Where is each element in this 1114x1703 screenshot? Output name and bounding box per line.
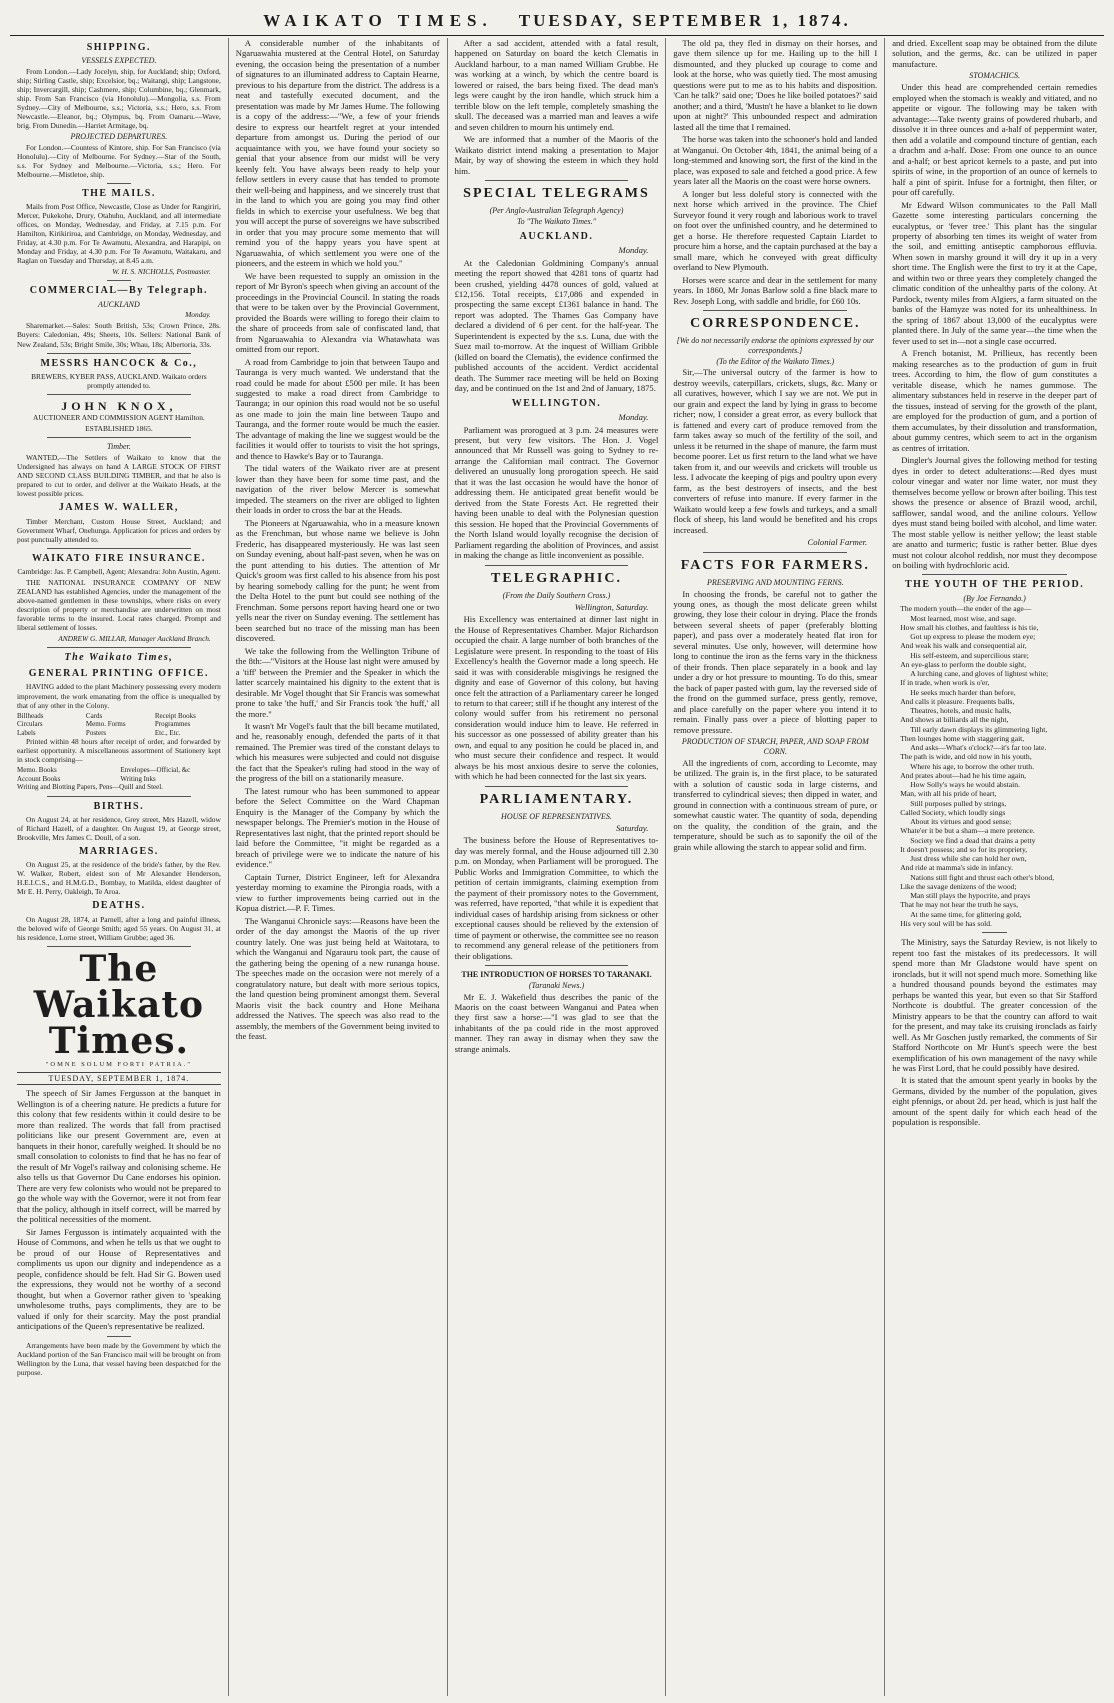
newspaper-page bbox=[10, 6, 1104, 1696]
gpo-list-item: Memo. Forms bbox=[85, 720, 126, 729]
poem-line: The path is wide, and old now in his youth, bbox=[900, 752, 1032, 762]
stationery-item: Memo. Books bbox=[17, 766, 57, 775]
column-5 bbox=[885, 38, 1104, 1696]
poem-line: Theatres, hotels, and music halls, bbox=[910, 706, 1012, 716]
poem-line: Nations still fight and thrust each other's blood, bbox=[910, 872, 1055, 882]
ferns-text: In choosing the fronds, be careful not to gather the young ones, as though the most delicate green whilst growing, they lose their colour in drying. Place the fronds between several sheets of paper (preferably blotting paper), and pass over a moderately heated flat iron for several minutes. Use only, however, will determine how long to continue the iron as the ferns vary in the thickness of their fronds. Then place separately in a book and lay under a dry or hot pressure to mounting. To do this, smear the back of paper pasted with gum, lay the reversed side of the frond on the gummed surface, press gently, remove, and place carefully on the paper where you intend it to remain. Finally pass over a piece of blotting paper to remove pressure. bbox=[673, 588, 878, 735]
poem-line: He seeks much harder than before, bbox=[910, 687, 1016, 697]
gpo-list-item: Cards bbox=[85, 711, 103, 720]
youth-heading: THE YOUTH OF THE PERIOD. bbox=[904, 579, 1085, 591]
auckland-heading: AUCKLAND. bbox=[519, 230, 594, 242]
poem-line: Like the savage denizens of the wood; bbox=[900, 881, 1017, 891]
divider bbox=[485, 786, 629, 787]
stomachics-text: Under this head are comprehended certain remedies employed when the stomach is weakly and vitiated, and no appetite or vigour. The following may be taken with advantage:—Take twenty grains of powdered rhubarb, and dissolve it in three ounces and a-half of peppermint water, then add a volatile and compound tincture of gentian, each a drachm and a-half. Dose: From one ounce to an ounce and a-half; or best apricot kernels to a paste, and put into spirits of wine, in the proportion of an ounce of kernels to half a pint of spirit. Infuse for a fortnight, then filter, or pour off carefully. bbox=[892, 82, 1097, 198]
divider bbox=[107, 1336, 131, 1337]
column-4 bbox=[666, 38, 885, 1696]
correspondence-heading: CORRESPONDENCE. bbox=[690, 316, 861, 332]
gpo-list-item: Programmes bbox=[154, 720, 191, 729]
gpo-text-2: Printed within 48 hours after receipt of order, and forwarded by earliest opportunity. A miscellaneous assortment of Stationery kept in stock comprising— bbox=[17, 737, 221, 765]
news-paragraph: After a sad accident, attended with a fatal result, happened on Saturday on board the ketch Clematis in Auckland harbour, to a man named William Grubbe. He was working at a winch, by which the centre board is lowered or raised, the bars being fixed. The dead man's legs were caught by the iron handle, which struck him a terrible blow on the left temple, completely smashing the skull. The deceased was a married man and leaves a wife and seven children to mourn his untimely end. bbox=[454, 38, 659, 132]
news-paragraph: We take the following from the Wellington Tribune of the 8th:—"Visitors at the House last night were amused by a 'tiff' between the Premier and the Speaker in which the latter scarcely maintained his dignity to the extent that is desirable. Mr Vogel thought that Sir Francis was somewhat prone to take 'the huff,' and Sir Francis took 'the huff,' all the more." bbox=[235, 645, 440, 719]
dingler-text: Dingler's Journal gives the following method for testing dyes in order to detect adulterations:—Red dyes must colour vinegar and water nor lime water, nor must they themselves become yellow or brown after boiling. This test shows the presence or absence of Brazil wood, archil, safflower, sandal wood, and the aniline colours. Yellow dyes must stand being boiled with alcohol, and lime water. The most stable yellow is neither yellow; the least stable are anatto and turmeric; fustic is rather better. Blue dyes must not colour alcohol reddish, nor must they decompose on boiling with hydrochloric acid. bbox=[892, 455, 1097, 570]
gpo-list-item: Receipt Books bbox=[154, 711, 196, 720]
hancock-text: BREWERS, KYBER PASS, AUCKLAND. Waikato orders promptly attended to. bbox=[31, 371, 207, 390]
ferns-subheading: PRESERVING AND MOUNTING FERNS. bbox=[706, 577, 844, 587]
correspondence-signature: Colonial Farmer. bbox=[807, 537, 868, 548]
shipping-text: From London.—Lady Jocelyn, ship, for Auckland; ship; Oxford, ship; Stirling Castle, ship; Excelsior, bq.; Waitangi, ship; Langstone, ship; Invercargill, ship; Cashmere, ship; Columbine, bq.; Glenmark, ship. From San Francisco (via Honolulu).—Mongolia, s.s. From Sydney.—City of Melbourne, s.s.; Victoria, s.s.; Hero, s.s. From Newcastle.—Eleanor, bq.; Olympus, bq. From Oamaru.—Wave, brig. From Dunedin.—Harriet Armitage, bq. bbox=[17, 66, 221, 131]
knox-name: JOHN KNOX, bbox=[61, 398, 177, 413]
prillieux-text: A French botanist, M. Prillieux, has recently been making researches as to the production of gum in fruit trees. According to him, the flow of gum constitutes a veritable disease, which he names gummose. The alimentary substances held in reserve in the deeper part of the tissues, instead of serving for the growth of the plant, are employed for the production of gum, and a portion of them accumulates, by their dissolution and transformation, about gummy centres, which seem to act in the organism as centres of irritation. bbox=[892, 348, 1097, 453]
knox-established: ESTABLISHED 1865. bbox=[85, 424, 153, 434]
poem-line: Whate'er it be but a sham—a mere pretence. bbox=[900, 826, 1035, 836]
wellington-heading: WELLINGTON. bbox=[511, 397, 602, 409]
facts-for-farmers-heading: FACTS FOR FARMERS. bbox=[680, 557, 870, 573]
telegraphic-source: (From the Daily Southern Cross.) bbox=[502, 590, 611, 600]
house-text: The business before the House of Representatives to-day was merely formal, and the House adjourned till 2.30 p.m. on Monday, when Parliament will be prorogued. The Public Works and Immigration Committee, to which the petition of certain immigrants, claiming exemption from the payment of their promissory notes to the Government, was referred, have reported, "that while it is expedient that individual cases of hardship arising from sickness or other exceptional causes should be relieved by the extension of time of payment or otherwise, the committee see no reason to recommend any general release of the petitioners from their obligations. bbox=[454, 835, 659, 961]
house-day: Saturday. bbox=[616, 822, 649, 833]
stationery-item: Writing and Blotting Papers, Pens—Quill and Steel. bbox=[17, 783, 163, 792]
commercial-heading: COMMERCIAL—By Telegraph. bbox=[29, 285, 209, 297]
special-telegrams-to: To "The Waikato Times." bbox=[516, 217, 596, 227]
gpo-list-item: Posters bbox=[85, 728, 107, 737]
poem-line: Most learned, most wise, and sage. bbox=[910, 613, 1017, 623]
divider bbox=[107, 280, 131, 281]
stationery-item: Account Books bbox=[17, 774, 61, 783]
hancock-title: MESSRS HANCOCK & Co., bbox=[40, 357, 198, 369]
hancock-advert bbox=[17, 358, 221, 390]
poem-line: And calls it pleasure. Frequents balls, bbox=[900, 696, 1015, 706]
masthead-date: TUESDAY, SEPTEMBER 1, 1874. bbox=[518, 11, 851, 31]
masthead bbox=[10, 6, 1104, 36]
gpo-list-item: Etc., Etc. bbox=[154, 728, 181, 737]
poem-line: His very soul will be has sold. bbox=[900, 918, 992, 928]
mails-heading: THE MAILS. bbox=[81, 188, 156, 200]
poem-line: And weak his walk and consequential air, bbox=[900, 641, 1027, 651]
departures-text: For London.—Countess of Kintore, ship. For San Francisco (via Honolulu).—City of Melbourne. For Sydney.—Star of the South, s.s. For Sydney and Melbourne.—Victoria, s.s.; Hero. For Melbourne.—Mistletoe, ship. bbox=[17, 142, 221, 179]
wellington-text: Parliament was prorogued at 3 p.m. 24 measures were present, but very few visitors. The Hon. J. Vogel announced that Mr Russell was going to Sydney to re-arrange the Californian mail contract. The Governor delivered an unusually long prorogation speech. He said that it was the last occasion he would have the honor of addressing them. He anticipated great benefit would be derived from the State Forests Act. He regretted their having been unable to deal with the Polynesian question this session. He hoped that the Provincial Governments of the North Island would loyally recognise the decision of Parliament regarding the abolition of Provinces, and assist in making the change as little inconvenient as possible. bbox=[454, 424, 659, 561]
leader-paragraph: Sir James Fergusson is intimately acquainted with the House of Commons, and when he tells us that we ought to be proud of our House of Representatives and compliments us upon our dignity and independence as a people, confidence should be felt. Had Sir G. Bowen used the expressions, they would not be worthy of a second thought, but when a Governor rather given to 'speaking unwholesome truths, pays compliments, they are to be valued if only for their scarcity. May the post prandial anticipations of the Queen's representative be realized. bbox=[17, 1226, 221, 1332]
poem-line: How small his clothes, and faultless is his tie, bbox=[900, 622, 1039, 632]
news-paragraph: A considerable number of the inhabitants of Ngaruawahia mustered at the Central Hotel, on Saturday evening, the occasion being the presentation of a number of signatures to an illuminated address to Captain Hearne, previous to his departure from the district. The address is a neat and tastefully executed document, and the presentation was made by Mr James Hume. The following is a copy of the address:—"We, a few of your friends desire to express our heartfelt regret at your intended departure from amongst us. During the period of our acquaintance with you, we have found your society so genial that your absence from our midst will be very keenly felt. You have always been ready to help your fellow settlers in every cause that has tended to promote their well-being and happiness, and we sincerely trust that in the land to which you are going you may find other fields in which to exercise your usefulness. We beg that you will accept the purse of sovereigns we have subscribed in order that you may procure some memento that will remind you of the happy years you have spent at Ngaruawahia, of which settlement you were one of the pioneers, and the esteem in which we hold you." bbox=[235, 38, 440, 269]
leader-paragraph: The speech of Sir James Fergusson at the banquet in Wellington is of a cheering nature. He predicts a future for this colony that few residents within it could desire to be more than realized. The words that fall from practised politicians like our present Government are, even at banquets in their honor, carefully weighed. It should be no small consolation to colonists to find that he has no fear of the result of Mr Vogel's railway and colonising scheme. He also tells us that Governor Du Cane endorses his opinion. There are very few colonists who would not be prepared to go the whole way with the Governor, were it not from fear that the policy, although in itself correct, will be marred by the political necessities of the moment. bbox=[17, 1088, 221, 1225]
column-2 bbox=[229, 38, 448, 1696]
poem-line: A lurching cane, and gloves of lightest white; bbox=[910, 669, 1049, 679]
poem-line: Man still plays the hypocrite, and prays bbox=[910, 891, 1031, 901]
columns bbox=[10, 38, 1104, 1696]
youth-author: (By Joe Fernando.) bbox=[963, 593, 1026, 603]
starch-continued: and dried. Excellent soap may be obtained from the dilute solution, and the germs, &c. can be utilized in paper manufacture. bbox=[892, 38, 1097, 69]
poem-line: The modern youth—the ender of the age— bbox=[900, 604, 1032, 614]
column-1 bbox=[10, 38, 229, 1696]
knox-text: AUCTIONEER AND COMMISSION AGENT Hamilton. bbox=[33, 413, 205, 423]
horses-paragraph: Horses were scarce and dear in the settlement for many years. In 1860, Mr Jonas Barlow sold a fine black mare to Rev. Joseph Long, with saddle and bridle, for £60 10s. bbox=[673, 274, 878, 306]
news-paragraph: The latest rumour who has been summoned to appear before the Select Committee on the Ward Chapman Enquiry is the Manager of the Company by which the newspaper belongs. The Premier's motion in the House of Representatives last night, that the printed report should be laid before the Committee, "it might be regarded as a breach of privilege were we to indicate the nature of his evidence." bbox=[235, 785, 440, 870]
births-heading: BIRTHS. bbox=[93, 800, 145, 812]
starch-text: All the ingredients of corn, according to Lecomte, may be utilized. The grain is, in the first place, to be saturated with a solution of caustic soda in large cisterns, and transferred to cylindrical sieves; then dipped in water, and ground in connection with a continuous stream of pure, or somewhat caustic water. The quantity of soda, depending on the quality, the condition of the grain, and the temperature, should be such as to saponify the oil of the grain while allowing the starch to appear solid and firm. bbox=[673, 757, 878, 852]
telegraphic-text: His Excellency was entertained at dinner last night in the House of Representatives Chamber. Major Richardson occupied the chair. A large number of both branches of the Legislature were present. In responding to the toast of His Excellency's health the Governor made a long speech. He said it was with considerable misgivings he resigned the dignity and ease of Governor of this colony, but having once felt the attraction of a Parliamentary career he longed to return to that career; still if he thought any interest of the colony would suffer from his retirement no personal consideration would induce him to leave. He referred in his successor as one possessed of ability greater than his own, and equal to any position he could be placed in, and who must secure their confidence and respect. It would always be his most anxious desire to serve the colonies, with which he had been connected for the last six years. bbox=[454, 614, 659, 782]
vessels-expected-heading: VESSELS EXPECTED. bbox=[81, 56, 157, 66]
poem-line: About its virtues and good sense; bbox=[910, 817, 1012, 827]
poem-line: At the same time, for glittering gold, bbox=[910, 909, 1022, 919]
poem-line: And ride at mamma's side in infancy. bbox=[900, 863, 1014, 873]
starch-subheading: PRODUCTION OF STARCH, PAPER, AND SOAP FROM CORN. bbox=[681, 737, 869, 757]
divider bbox=[485, 180, 629, 181]
germans-books-text: It is stated that the amount spent yearly in books by the Germans, divided by the number of the population, gives eight pfennigs, or about 2d. per head, which is just half the amount of the spent daily for which each head of the population is responsible. bbox=[892, 1075, 1097, 1128]
poem-line: His self-esteem, and supercilious stare; bbox=[910, 650, 1029, 660]
commercial-text: Sharemarket.—Sales: South British, 53s; Crown Prince, 28s. Buyers: Caledonian, 49s; Sheets, 10s. Sellers: National Bank of New Zealand, 53s; Bright Smile, 30s; Whau, 18s; Albertoria, 33s. bbox=[17, 321, 221, 349]
national-insurance-text: THE NATIONAL INSURANCE COMPANY OF NEW ZEALAND has established Agencies, under the management of the above-named gentlemen in these townships, where risks on every description of property or merchandise are underwritten on most favorable terms to the insured. Local rates charged. Prompt and liberal settlement of losses. bbox=[17, 577, 221, 633]
horses-heading: THE INTRODUCTION OF HORSES TO TARANAKI. bbox=[461, 970, 652, 979]
horses-text: Mr E. J. Wakefield thus describes the panic of the Maoris on the coast between Wanganui and Patea when they first saw a horse:—"I was glad to see that the inhabitants of the pa could ride in the most approved manner. They ran away in dismay when they saw the strange animals. bbox=[454, 991, 659, 1054]
horses-paragraph: A longer but less doleful story is connected with the next horse which arrived in the province. The Chief Surveyor found it very rough and laborious work to travel on foot over the unfinished country, and he determined to get a horse. He therefore requested Captain Liardet to procure him a horse, and the captain purchased at the bay a small mare, which he conveyed with great difficulty overland to New Plymouth. bbox=[673, 188, 878, 273]
auckland-day: Monday. bbox=[618, 245, 649, 256]
mail-arrangement-note: Arrangements have been made by the Government by which the Auckland portion of the San Francisco mail will be brought on from Wellington by the Luna, that vessel having been despatched for the purpose. bbox=[17, 1340, 221, 1377]
column-3 bbox=[448, 38, 667, 1696]
poem-line: Still purposes pulled by strings, bbox=[910, 798, 1007, 808]
waller-name: JAMES W. WALLER, bbox=[58, 502, 179, 514]
marriages-text: On August 25, at the residence of the bride's father, by the Rev. W. Walker, Robert, eldest son of Mr Alexander Henderson, H.E.I.C.S., and H.M.G.D., Bombay, to Matilda, eldest daughter of Mr E. H. Perry, Oakleigh, Te Aroa. bbox=[17, 860, 221, 897]
gpo-list-item: Billheads bbox=[17, 711, 44, 720]
divider bbox=[703, 552, 847, 553]
timber-text: WANTED,—The Settlers of Waikato to know that the Undersigned has always on hand A LARGE STOCK OF FIRST AND SECOND CLASS BUILDING TIMBER, and that he also is prepared to cut to order, and deliver at the Waikato Heads, at the lowest possible prices. bbox=[17, 453, 221, 499]
departures-heading: PROJECTED DEPARTURES. bbox=[70, 132, 168, 142]
deaths-text: On August 28, 1874, at Parnell, after a long and painful illness, the beloved wife of George Smith; aged 55 years. On August 31, at his residence, Lorne street, William Grubbe; aged 36. bbox=[17, 914, 221, 942]
stationery-item: Writing Inks bbox=[120, 774, 156, 783]
fire-insurance-agents: Cambridge: Jas. P. Campbell, Agent; Alexandra: John Austin, Agent. bbox=[17, 566, 221, 576]
house-heading: HOUSE OF REPRESENTATIVES. bbox=[501, 811, 612, 821]
poem-line: And asks—What's o'clock?—it's far too late. bbox=[910, 743, 1047, 753]
correspondence-to: (To the Editor of the Waikato Times.) bbox=[716, 356, 835, 366]
commercial-place: AUCKLAND bbox=[98, 299, 140, 309]
marriages-heading: MARRIAGES. bbox=[79, 846, 159, 858]
telegraphic-place: Wellington, Saturday. bbox=[574, 601, 649, 612]
divider bbox=[47, 548, 191, 549]
divider bbox=[47, 437, 191, 438]
gpo-list-item: Circulars bbox=[17, 720, 43, 729]
correspondence-note: [We do not necessarily endorse the opinions expressed by our correspondents.] bbox=[676, 336, 874, 355]
news-paragraph: The Pioneers at Ngaruawahia, who in a measure known as the Frenchman, but whose name we believe is John Frederic, has disappeared mysteriously. He was last seen on Sunday evening, about half-past seven, when he was on the punt attending to his duties. The attention of Mr Quick's groom was first called to his absence from his post by hearing somebody calling for the punt; he went from the Delta Hotel to the punt but could see nothing of the Frenchman. Some persons report having heard one or two yells near the river on Sunday evening. The settlement has been searched but no trace of the missing man has been discovered. bbox=[235, 517, 440, 644]
poem-line: It doesn't possess; and so for its propriety, bbox=[900, 844, 1028, 854]
gpo-paper-name: The Waikato Times, bbox=[64, 652, 174, 664]
divider bbox=[485, 965, 629, 966]
mails-text: Mails from Post Office, Newcastle, Close as Under for Rangiriri, Mercer, Pukekohe, Drury, Otahuhu, Auckland, and all intermediate offices, on Monday, Wednesday, and Friday, at 7.15 p.m. For Hamilton, Kirikiriroa, and Cambridge, on Monday, Wednesday, and Friday, at 4.30 p.m. For Te Awamutu, Alexandra, and Harapipi, on Monday and Friday, at 4.30 p.m. For Te Awamutu, Waitakaru, and Raglan on Tuesday and Thursday, at 8.45 a.m. bbox=[17, 202, 221, 266]
gpo-heading: GENERAL PRINTING OFFICE. bbox=[28, 668, 209, 680]
poem-line: An eye-glass to perform the double sight, bbox=[900, 659, 1027, 669]
poem-line: If in trade, when work is o'er, bbox=[900, 678, 990, 688]
poem-line: Man, with all his pride of heart, bbox=[900, 789, 997, 799]
masthead-paper-name: WAIKATO TIMES. bbox=[263, 11, 493, 31]
youth-poem bbox=[892, 604, 1097, 928]
correspondence-text: Sir,—The universal outcry of the farmer is how to destroy weevils, caterpillars, crickets, slugs, &c. Many or all curatives, however, which I say we are not. We put in our grain and expect the land by lying in grass to become richer; now, I consider a great error, as every bullock that is fattened and every cart of produce removed from the farm takes away so much of the fertility of the soil, and unless it be returned in the shape of manure, the farm must become poorer. Let us first return to the land what we have taken from it, and our weevils and crickets will trouble us less. I advocate the keeping of pigs and poultry upon every farm, as the best destroyers of insects, and the best converters of refuse into manure. If every farmer in the Waikato would keep a few fowls and turkeys, and a small flock of sheep, his land would be benefited and his crops increased. bbox=[673, 367, 878, 535]
news-paragraph: The Wanganui Chronicle says:—Reasons have been the order of the day amongst the Maoris of the up river country lately. One was just being held at Waitotara, to which the Wanganui and Ngarauru took part, the cause of the gathering being the opening of a new runanga house. The speeches made on the occasion were not merely of a congratulatory nature, but dealt with more serious topics, the land question being prominent amongst them. Several Maoris visit the back country and Hone Meihana addressed the Natives. The speech was also read to the assembly, the members of the Government being invited to the feast. bbox=[235, 915, 440, 1042]
poem-line: Then lounges home with staggering gait, bbox=[900, 733, 1025, 743]
poem-line: How Solly's ways he would abstain. bbox=[910, 780, 1020, 790]
knox-advert bbox=[17, 399, 221, 434]
poem-line: Got up express to please the modern eye; bbox=[910, 632, 1036, 642]
gpo-list bbox=[17, 712, 221, 738]
divider bbox=[982, 932, 1007, 933]
deaths-heading: DEATHS. bbox=[92, 900, 146, 912]
timber-heading: Timber. bbox=[107, 442, 131, 452]
horses-source: (Taranaki News.) bbox=[528, 980, 585, 990]
births-text: On August 24, at her residence, Grey street, Mrs Hazell, widow of Richard Hazell, of a daughter. On August 19, at George street, Brookville, Mrs James C. Doull, of a son. bbox=[17, 815, 221, 843]
news-paragraph: The tidal waters of the Waikato river are at present lower than they have been for some time past, and the navigation of the river below Mercer is somewhat impeded. The steamers on the river are obliged to lighten their loads in order to cross the bar at the Heads. bbox=[235, 463, 440, 516]
poem-line: Till early dawn displays its glimmering light, bbox=[910, 724, 1048, 734]
poem-line: That he may not hear the truth he says, bbox=[900, 900, 1019, 910]
waller-text: Timber Merchant, Custom House Street, Auckland; and Government Wharf, Onehunga. Application for prices and orders by post punctually attended to. bbox=[17, 516, 221, 544]
horses-paragraph: The horse was taken into the schooner's hold and landed at Wanganui. On October 4th, 1841, the animal being of a long-stemmed and knowing sort, the first of the kind in the place, was exposed to sale and fetched a good price. A few years later all the Maoris on the coast were horse owners. bbox=[673, 134, 878, 187]
divider bbox=[47, 946, 191, 947]
telegraphic-heading: TELEGRAPHIC. bbox=[491, 570, 622, 586]
poem-line: And shows at billiards all the night, bbox=[900, 715, 1009, 725]
stomachics-subheading: STOMACHICS. bbox=[969, 71, 1020, 81]
mails-signature: W. H. S. NICHOLLS, Postmaster. bbox=[112, 267, 211, 277]
news-paragraph: We have been requested to supply an omission in the report of Mr Byron's speech when giving an account of the proceedings in the Provincial Council. In stating the roads that were to be taken over by the Provincial Government, provided the Boards were willing to forego their claim to the share of proceeds from sale of confiscated land, that from Ngaruawahia to Alexandra via Whatawhata was omitted from our report. bbox=[235, 270, 440, 355]
shipping-heading: SHIPPING. bbox=[86, 42, 152, 53]
poem-line: Where his age, to borrow the other truth. bbox=[910, 761, 1034, 771]
divider bbox=[703, 310, 847, 311]
horses-paragraph: The old pa, they fled in dismay on their horses, and gave them silence up for me. Hailing up to the hill I dismounted, and they plucked up courage to come and look at the horse, who was quietly tied. The most amusing questions were put to me as to his habits and disposition. 'Can he talk?' said one; 'Does he like boiled potatoes?' said another; and a third, 'Mustn't he have a blanket to lie down upon at night?' This unbounded respect and admiration lasted all the time that I remained. bbox=[673, 38, 878, 132]
news-paragraph: Captain Turner, District Engineer, left for Alexandra yesterday morning to examine the Pirongia roads, with a view to further improvements being carried out in the Kopua district.—P. F. Times. bbox=[235, 871, 440, 914]
divider bbox=[47, 647, 191, 648]
stationery-item: Envelopes—Official, &c bbox=[120, 766, 191, 775]
poem-line: Just dress while she can hold her own, bbox=[910, 854, 1027, 864]
divider bbox=[485, 565, 629, 566]
special-telegrams-source: (Per Anglo-Australian Telegraph Agency) bbox=[489, 206, 624, 216]
divider bbox=[47, 353, 191, 354]
wellington-day: Monday. bbox=[618, 412, 649, 423]
special-telegrams-heading: SPECIAL TELEGRAMS bbox=[463, 186, 650, 202]
divider bbox=[107, 183, 131, 184]
divider bbox=[47, 394, 191, 395]
fire-insurance-heading: WAIKATO FIRE INSURANCE. bbox=[31, 552, 206, 564]
poem-line: Society we find a dead that drains a petty bbox=[910, 835, 1036, 845]
ministry-text: The Ministry, says the Saturday Review, is not likely to repent too fast the mistakes of its predecessors. It will spend more than Mr Gladstone would have spent on ironclads, but it will not spend much more. Something like a hundred thousand pounds beyond the estimates may perhaps be wanted this year, but even so that Sir Stafford Northcote is doubtful. The greater concession of the Ministry appears to be that the country can afford to wait for the present, and may take its cruising ironclads as fairly well. As Mr Goschen justly remarked, the comments of Sir Stafford Northcote on Mr Hunt's speech were the best exemplification of his own management of the navy while he was First Lord, that he could possibly have desired. bbox=[892, 937, 1097, 1073]
gpo-stationery-list bbox=[17, 766, 221, 792]
leader-dateline: TUESDAY, SEPTEMBER 1, 1874. bbox=[17, 1072, 221, 1086]
divider bbox=[47, 796, 191, 797]
motto: "OMNE SOLUM FORTI PATRIA." bbox=[45, 1060, 193, 1068]
nameplate: The Waikato Times. bbox=[33, 947, 204, 1062]
poem-line: And prates about—had he his time again, bbox=[900, 770, 1027, 780]
commercial-day: Monday. bbox=[185, 310, 211, 320]
millar-signature: ANDREW G. MILLAR, Manager Auckland Branch. bbox=[58, 634, 211, 644]
news-paragraph: We are informed that a number of the Maoris of the Waikato district intend making a presentation to Major Mair, by way of showing the esteem in which they hold him. bbox=[454, 134, 659, 176]
eucalyptus-text: Mr Edward Wilson communicates to the Pall Mall Gazette some interesting particulars concerning the eucalyptus, or 'fever tree.' This plant has the singular property of absorbing ten times its weight of water from the soil, and emitting antiseptic camphorous effluvia. When sown in marshy ground it will dry it up in a very short time. The English were the first to try it at the Cape, and within two or three years they completely changed the climatic condition of the unhealthy parts of the colony. At Pardock, twenty miles from Algiers, a farm situated on the banks of the Hamyze was noted for its unhealthiness. In the spring of 1867 about 13,000 of the eucalyptus were planted there. In July of the same year—the time when the fever used to set in—not a single case occurred. bbox=[892, 199, 1097, 346]
divider bbox=[922, 574, 1067, 575]
parliamentary-heading: PARLIAMENTARY. bbox=[479, 791, 634, 807]
auckland-text: At the Caledonian Goldmining Company's annual meeting the report showed that 4281 tons of quartz had been crushed, yielding 4478 ounces of gold, valued at £12,156. Total receipts, £17,086 and expended in prospecting the same except £1361 balance in hand. The report was adopted. The Thames Gas Company have declared a dividend of 6 per cent. for the half-year. The Superintendent is expected by the s.s. Luna, due with the Suez mail to-morrow. At the inquest of William Gribble (killed on board the Clematis), the evidence confirmed the published accounts of the accident. Verdict accidental death. The Summer race meeting will be held on Boxing day, and be continued on the 1st and 2nd of January, 1875. bbox=[454, 257, 659, 394]
poem-line: Called Society, which loudly sings bbox=[900, 807, 1006, 817]
gpo-list-item: Labels bbox=[17, 728, 36, 737]
news-paragraph: It wasn't Mr Vogel's fault that the bill became mutilated, and he, reasonably enough, defended the parts of it that remained. The Premier was tired of the constant delays to which his measures were subjected and could not disguise the fact that the Speaker's ruling had stood in the way of the progress of the bill on a stationarily measure. bbox=[235, 721, 440, 784]
gpo-text: HAVING added to the plant Machinery possessing every modern improvement, the work emanating from the office is unequalled by that of any other in the Colony. bbox=[17, 682, 221, 710]
news-paragraph: A road from Cambridge to join that between Taupo and Tauranga is very much wanted. We understand that the road could be made for about £500 per mile. It has been suggested to make a road direct from Cambridge to Tauranga; in our opinion this road would not be so useful as one made to join the main line between Taupo and Tauranga, and the former route would be much the easier. The advantage of making the line we suggest would be the facilities it would offer to tourists to visit the hot springs, and thence to Hawke's Bay or to Tauranga. bbox=[235, 356, 440, 461]
